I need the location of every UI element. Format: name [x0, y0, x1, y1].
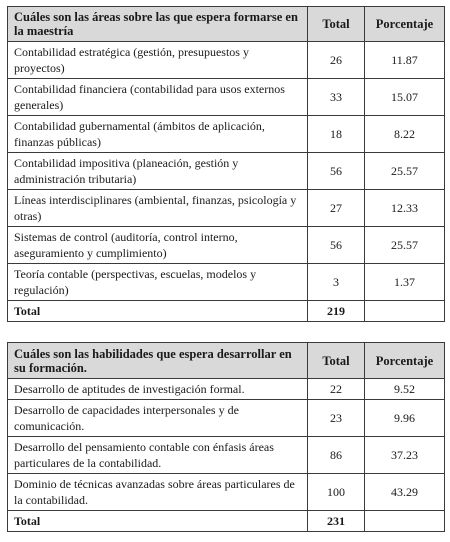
table-row [8, 42, 445, 79]
total-value: 219 [308, 301, 365, 322]
skill-label: Desarrollo de capacidades interpersonales y de comunicación. [8, 400, 308, 437]
table-row [8, 264, 445, 301]
area-percentage: 25.57 [365, 227, 445, 264]
area-percentage: 12.33 [365, 190, 445, 227]
empty-cell [365, 301, 445, 322]
area-percentage: 1.37 [365, 264, 445, 301]
area-label: Contabilidad estratégica (gestión, presupuestos y proyectos) [8, 42, 308, 79]
area-percentage: 11.87 [365, 42, 445, 79]
percentage-column-header: Porcentaje [365, 343, 445, 379]
area-percentage: 8.22 [365, 116, 445, 153]
skill-percentage: 9.96 [365, 400, 445, 437]
total-column-header: Total [308, 7, 365, 42]
table-row [8, 153, 445, 190]
area-label: Teoría contable (perspectivas, escuelas, modelos y regulación) [8, 264, 308, 301]
skill-label: Dominio de técnicas avanzadas sobre áreas particulares de la contabilidad. [8, 474, 308, 511]
table-row [8, 190, 445, 227]
skill-total: 22 [308, 379, 365, 400]
empty-cell [365, 511, 445, 532]
skill-label: Desarrollo de aptitudes de investigación formal. [8, 379, 308, 400]
table-row [8, 116, 445, 153]
table-row [8, 437, 445, 474]
skill-percentage: 9.52 [365, 379, 445, 400]
total-value: 231 [308, 511, 365, 532]
area-total: 26 [308, 42, 365, 79]
total-row [8, 511, 445, 532]
skills-question-header: Cuáles son las habilidades que espera desarrollar en su formación. [8, 343, 308, 379]
skill-total: 100 [308, 474, 365, 511]
area-percentage: 15.07 [365, 79, 445, 116]
area-total: 33 [308, 79, 365, 116]
table-header-row [8, 7, 445, 42]
skill-percentage: 43.29 [365, 474, 445, 511]
area-percentage: 25.57 [365, 153, 445, 190]
percentage-column-header: Porcentaje [365, 7, 445, 42]
area-label: Sistemas de control (auditoría, control interno, aseguramiento y cumplimiento) [8, 227, 308, 264]
area-total: 3 [308, 264, 365, 301]
total-label: Total [8, 511, 308, 532]
areas-table [7, 6, 445, 322]
areas-question-header: Cuáles son las áreas sobre las que espera formarse en la maestría [8, 7, 308, 42]
table-header-row [8, 343, 445, 379]
table-row [8, 79, 445, 116]
area-total: 56 [308, 227, 365, 264]
area-total: 56 [308, 153, 365, 190]
total-column-header: Total [308, 343, 365, 379]
area-label: Contabilidad gubernamental (ámbitos de aplicación, finanzas públicas) [8, 116, 308, 153]
skill-total: 86 [308, 437, 365, 474]
skill-label: Desarrollo del pensamiento contable con énfasis áreas particulares de la contabilidad. [8, 437, 308, 474]
area-total: 18 [308, 116, 365, 153]
table-row [8, 400, 445, 437]
skills-table [7, 342, 445, 532]
area-total: 27 [308, 190, 365, 227]
table-row [8, 227, 445, 264]
table-row [8, 379, 445, 400]
total-row [8, 301, 445, 322]
area-label: Contabilidad impositiva (planeación, gestión y administración tributaria) [8, 153, 308, 190]
table-row [8, 474, 445, 511]
area-label: Contabilidad financiera (contabilidad para usos externos generales) [8, 79, 308, 116]
skill-percentage: 37.23 [365, 437, 445, 474]
total-label: Total [8, 301, 308, 322]
skill-total: 23 [308, 400, 365, 437]
area-label: Líneas interdisciplinares (ambiental, finanzas, psicología y otras) [8, 190, 308, 227]
